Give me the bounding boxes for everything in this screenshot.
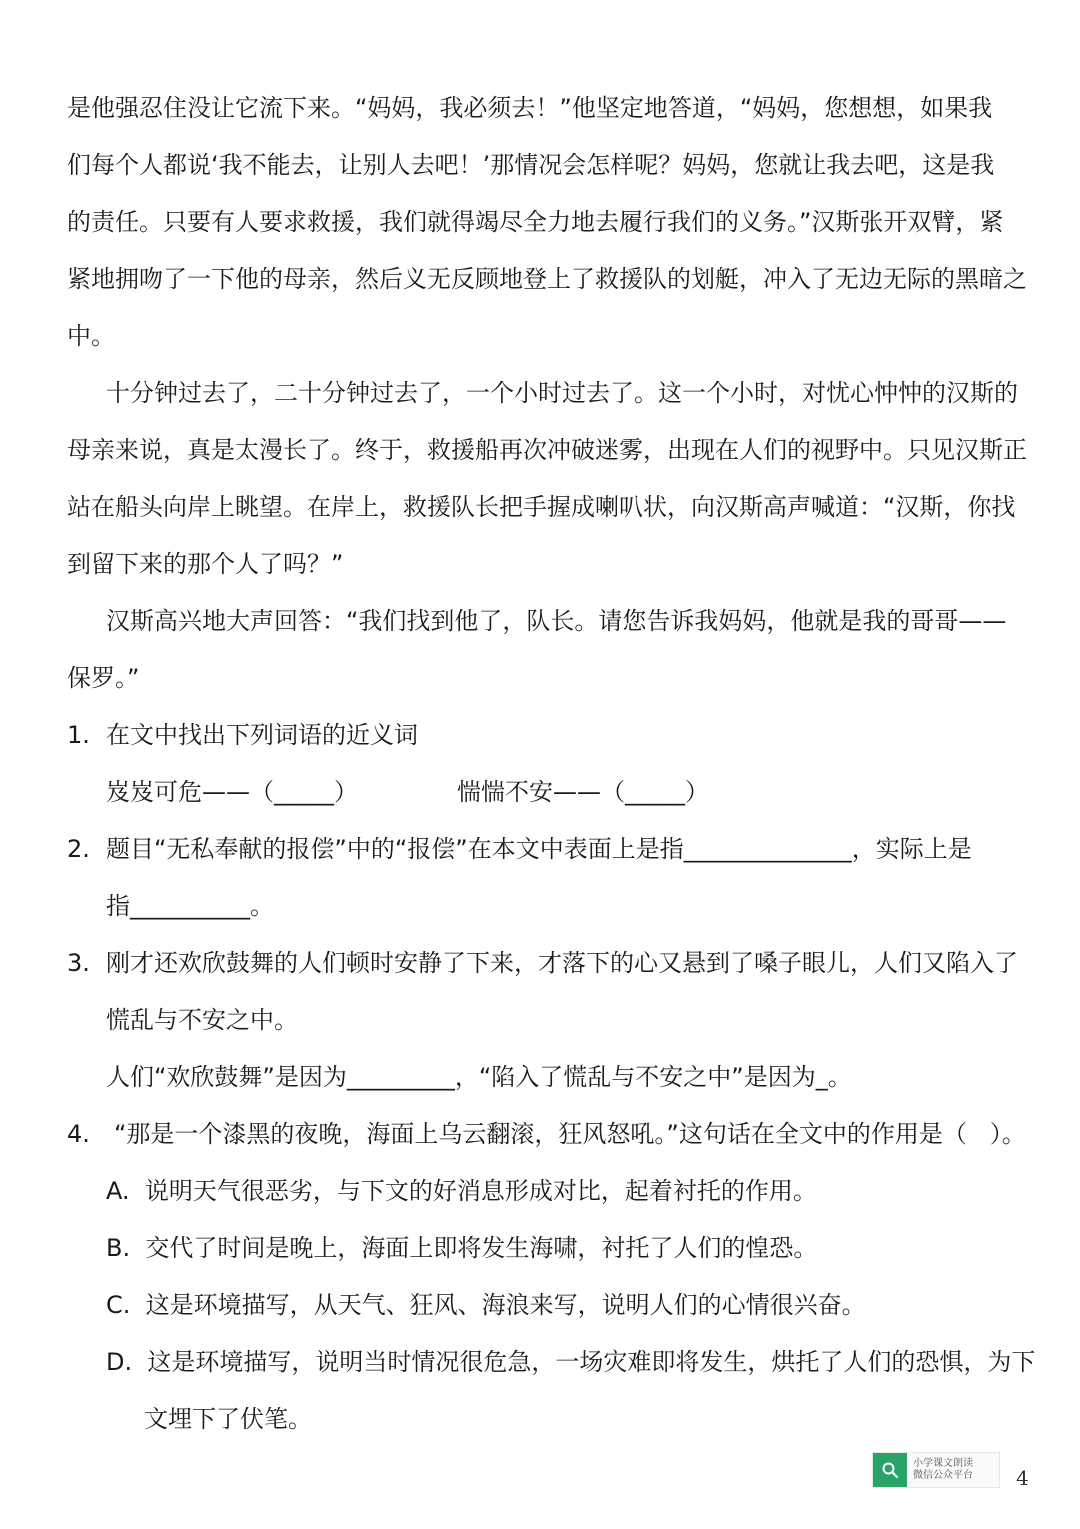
question-text: 人们“欢欣鼓舞”是因为_________，“陷入了慌乱与不安之中”是因为_。 <box>106 1063 852 1091</box>
question-text: 刚才还欢欣鼓舞的人们顿时安静了下来，才落下的心又悬到了嗓子眼儿，人们又陷入了 <box>106 949 1018 977</box>
passage-line: 十分钟过去了，二十分钟过去了，一个小时过去了。这一个小时，对忧心忡忡的汉斯的 <box>106 379 1018 407</box>
synonym-blank-b: 惴惴不安——（_____） <box>457 778 709 806</box>
synonym-blank-a: 岌岌可危——（_____） <box>106 778 358 806</box>
passage-line: 汉斯高兴地大声回答：“我们找到他了，队长。请您告诉我妈妈，他就是我的哥哥—— <box>106 607 1007 635</box>
option-d: D. 这是环境描写，说明当时情况很危急，一场灾难即将发生，烘托了人们的恐惧，为下 <box>106 1348 1036 1376</box>
passage-line: 们每个人都说‘我不能去，让别人去吧！’那情况会怎样呢？妈妈，您就让我去吧，这是我 <box>67 151 995 179</box>
option-c: C. 这是环境描写，从天气、狂风、海浪来写，说明人们的心情很兴奋。 <box>106 1291 866 1319</box>
question-number: 1. <box>67 721 90 749</box>
option-d-continued: 文埋下了伏笔。 <box>144 1405 312 1433</box>
question-text: 题目“无私奉献的报偿”中的“报偿”在本文中表面上是指______________，实际上是 <box>106 835 972 863</box>
question-text: 在文中找出下列词语的近义词 <box>106 721 418 749</box>
search-icon <box>873 1453 907 1487</box>
option-b: B. 交代了时间是晚上，海面上即将发生海啸，衬托了人们的惶恐。 <box>106 1234 818 1262</box>
page-number: 4 <box>1016 1466 1029 1490</box>
question-text: 慌乱与不安之中。 <box>106 1006 298 1034</box>
passage-line: 站在船头向岸上眺望。在岸上，救援队长把手握成喇叭状，向汉斯高声喊道：“汉斯，你找 <box>67 493 1016 521</box>
question-text: “那是一个漆黑的夜晚，海面上乌云翻滚，狂风怒吼。”这句话在全文中的作用是（ ）。 <box>114 1120 1026 1148</box>
passage-line: 母亲来说，真是太漫长了。终于，救援船再次冲破迷雾，出现在人们的视野中。只见汉斯正 <box>67 436 1027 464</box>
question-number: 2. <box>67 835 90 863</box>
passage-line: 保罗。” <box>67 664 140 692</box>
watermark-line: 微信公众平台 <box>913 1470 973 1481</box>
question-number: 4. <box>67 1120 90 1148</box>
option-a: A. 说明天气很恶劣，与下文的好消息形成对比，起着衬托的作用。 <box>106 1177 817 1205</box>
question-number: 3. <box>67 949 90 977</box>
question-text: 指__________。 <box>106 892 274 920</box>
passage-line: 到留下来的那个人了吗？” <box>67 550 344 578</box>
wechat-watermark <box>872 1452 1000 1488</box>
passage-line: 的责任。只要有人要求救援，我们就得竭尽全力地去履行我们的义务。”汉斯张开双臂，紧 <box>67 208 1004 236</box>
watermark-line: 小学课文朗读 <box>913 1458 973 1469</box>
passage-line: 是他强忍住没让它流下来。“妈妈，我必须去！”他坚定地答道，“妈妈，您想想，如果我 <box>67 94 993 122</box>
passage-line: 紧地拥吻了一下他的母亲，然后义无反顾地登上了救援队的划艇，冲入了无边无际的黑暗之 <box>67 265 1027 293</box>
passage-line: 中。 <box>67 322 115 350</box>
